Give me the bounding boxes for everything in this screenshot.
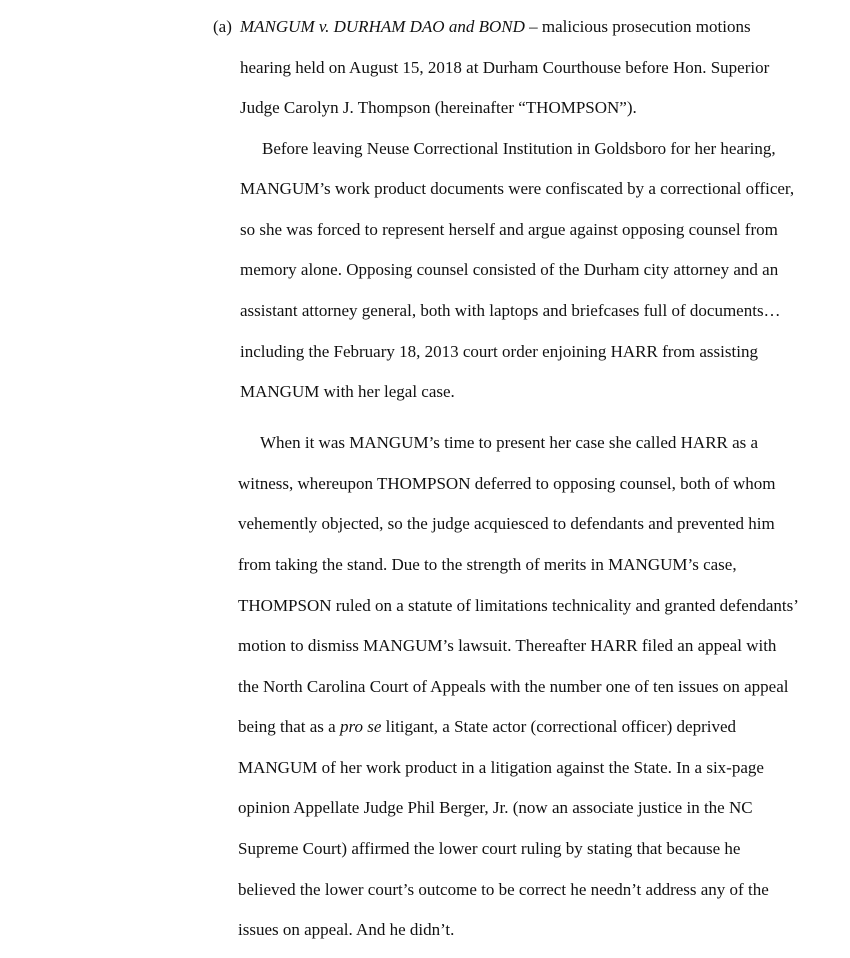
paragraph-line: memory alone. Opposing counsel consisted of the Durham city attorney and an [240,260,779,279]
paragraph-line: so she was forced to represent herself and argue against opposing counsel from [240,220,778,239]
paragraph-line: opinion Appellate Judge Phil Berger, Jr. (now an associate justice in the NC [238,798,753,817]
paragraph-line: MANGUM’s work product documents were confiscated by a correctional officer, [240,179,795,198]
item-heading-line [240,17,751,37]
paragraph-line: vehemently objected, so the judge acquiesced to defendants and prevented him [238,514,775,533]
paragraph-line: Before leaving Neuse Correctional Institution in Goldsboro for her hearing, [262,139,776,158]
item-heading-line: hearing held on August 15, 2018 at Durham Courthouse before Hon. Superior [240,58,770,77]
case-title: MANGUM v. DURHAM DAO and BOND [240,17,525,36]
text-segment: being that as a [238,717,340,736]
paragraph-line: MANGUM with her legal case. [240,382,455,401]
paragraph-line: THOMPSON ruled on a statute of limitations technicality and granted defendants’ [238,596,799,615]
paragraph-line: witness, whereupon THOMPSON deferred to opposing counsel, both of whom [238,474,776,493]
paragraph-line: motion to dismiss MANGUM’s lawsuit. Thereafter HARR filed an appeal with [238,636,777,655]
paragraph-line: assistant attorney general, both with laptops and briefcases full of documents… [240,301,781,320]
paragraph-line: MANGUM of her work product in a litigation against the State. In a six-page [238,758,764,777]
paragraph-line [238,717,736,737]
item-heading-line: Judge Carolyn J. Thompson (hereinafter “THOMPSON”). [240,98,637,117]
heading-text: – malicious prosecution motions [524,17,751,36]
paragraph-line: believed the lower court’s outcome to be correct he needn’t address any of the [238,880,769,899]
paragraph-line: When it was MANGUM’s time to present her case she called HARR as a [260,433,759,452]
italic-term: pro se [339,717,382,736]
paragraph-line: Supreme Court) affirmed the lower court ruling by stating that because he [238,839,741,858]
paragraph-line: the North Carolina Court of Appeals with the number one of ten issues on appeal [238,677,789,696]
paragraph-line: issues on appeal. And he didn’t. [238,920,455,939]
paragraph-line: from taking the stand. Due to the strength of merits in MANGUM’s case, [238,555,737,574]
text-segment: litigant, a State actor (correctional officer) deprived [381,717,737,736]
paragraph-line: including the February 18, 2013 court order enjoining HARR from assisting [240,342,758,361]
list-marker: (a) [213,17,232,36]
